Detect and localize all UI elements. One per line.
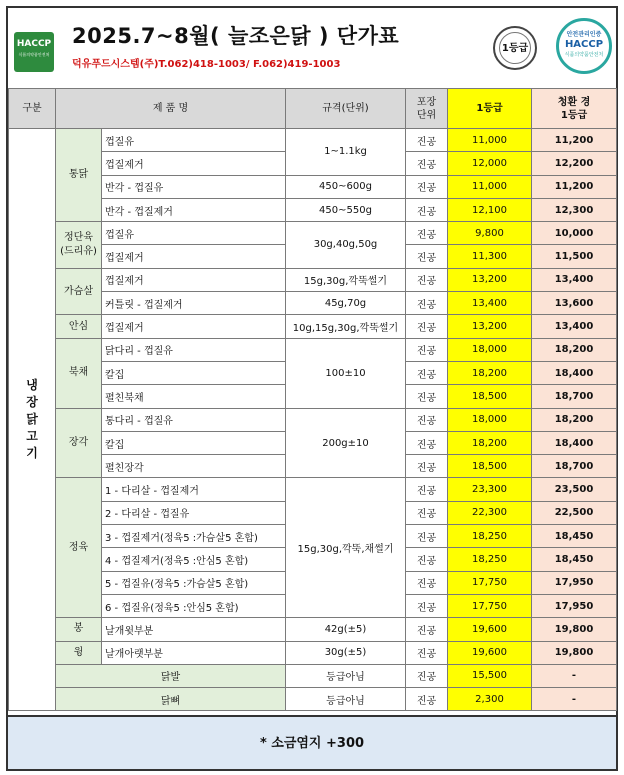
- table-row: [9, 338, 617, 361]
- package-unit: 진공: [406, 268, 448, 291]
- grade1-price: 18,250: [448, 525, 532, 548]
- package-unit: 진공: [406, 501, 448, 524]
- company-contact: 덕유푸드시스템(주)T.062)418-1003/ F.062)419-1003: [72, 59, 341, 70]
- grade1-price: 11,000: [448, 129, 532, 152]
- grade1-price: 17,750: [448, 594, 532, 617]
- package-unit: 진공: [406, 478, 448, 501]
- haccp-right-main: HACCP: [564, 39, 604, 50]
- grade1-price: 12,100: [448, 198, 532, 221]
- product-name: 칼집: [102, 361, 286, 384]
- table-row: [9, 268, 617, 291]
- category-label: 가슴살: [56, 268, 102, 315]
- eco-grade1-price: 18,400: [532, 431, 617, 454]
- package-unit: 진공: [406, 641, 448, 664]
- package-unit: 진공: [406, 315, 448, 338]
- package-unit: 진공: [406, 571, 448, 594]
- package-unit: 진공: [406, 618, 448, 641]
- grade-badge-label: 1등급: [499, 32, 531, 64]
- package-unit: 진공: [406, 152, 448, 175]
- eco-grade1-price: 18,700: [532, 385, 617, 408]
- grade1-price: 18,000: [448, 408, 532, 431]
- product-name: 껍질유: [102, 222, 286, 245]
- haccp-logo-left: [14, 32, 54, 72]
- category-label: 정단육 (드리유): [56, 222, 102, 269]
- package-unit: 진공: [406, 338, 448, 361]
- grade1-price: 13,200: [448, 268, 532, 291]
- table-row: [9, 408, 617, 431]
- spec-value: 15g,30g,깍뚝썰기: [286, 268, 406, 291]
- grade1-price: 18,500: [448, 455, 532, 478]
- product-name: 2 - 다리살 - 껍질유: [102, 501, 286, 524]
- grade1-price: 2,300: [448, 688, 532, 711]
- grade1-price: 17,750: [448, 571, 532, 594]
- col-category: 구분: [9, 89, 56, 129]
- product-name: 펼친장각: [102, 455, 286, 478]
- category-label: 북채: [56, 338, 102, 408]
- category-label: 정육: [56, 478, 102, 618]
- product-name: 껍질제거: [102, 268, 286, 291]
- eco-grade1-price: 11,200: [532, 129, 617, 152]
- grade1-price: 19,600: [448, 641, 532, 664]
- package-unit: 진공: [406, 594, 448, 617]
- header: [8, 8, 616, 88]
- eco-grade1-price: 17,950: [532, 594, 617, 617]
- package-unit: 진공: [406, 385, 448, 408]
- package-unit: 진공: [406, 408, 448, 431]
- table-row: [9, 129, 617, 152]
- eco-grade1-price: 18,700: [532, 455, 617, 478]
- package-unit: 진공: [406, 664, 448, 687]
- table-row: [9, 478, 617, 501]
- package-unit: 진공: [406, 175, 448, 198]
- grade1-price: 18,200: [448, 361, 532, 384]
- col-grade-eco: [532, 89, 617, 129]
- package-unit: 진공: [406, 222, 448, 245]
- eco-grade1-price: 13,400: [532, 315, 617, 338]
- haccp-right-sub: 식품의약품안전처: [564, 52, 604, 58]
- haccp-left-sub: 식품의약품안전처: [18, 52, 50, 57]
- table-row: [9, 222, 617, 245]
- grade1-price: 9,800: [448, 222, 532, 245]
- spec-value: 15g,30g,깍뚝,채썰기: [286, 478, 406, 618]
- category-label: 윙: [56, 641, 102, 664]
- eco-grade1-price: 13,400: [532, 268, 617, 291]
- product-name: 껍질제거: [102, 152, 286, 175]
- grade1-price: 13,400: [448, 292, 532, 315]
- col-grade1: 1등급: [448, 89, 532, 129]
- footer-note: * 소금염지 +300: [8, 715, 616, 769]
- grade1-price: 19,600: [448, 618, 532, 641]
- eco-grade1-price: 18,400: [532, 361, 617, 384]
- spec-value: 30g,40g,50g: [286, 222, 406, 269]
- product-name: 커틀릿 - 껍질제거: [102, 292, 286, 315]
- col-package: [406, 89, 448, 129]
- spec-value: 45g,70g: [286, 292, 406, 315]
- spec-value: 30g(±5): [286, 641, 406, 664]
- product-name: 펼친북채: [102, 385, 286, 408]
- spec-value: 450~600g: [286, 175, 406, 198]
- package-unit: 진공: [406, 525, 448, 548]
- grade1-price: 18,250: [448, 548, 532, 571]
- package-unit: 진공: [406, 361, 448, 384]
- table-header-row: [9, 89, 617, 129]
- package-unit: 진공: [406, 198, 448, 221]
- category-label: 장각: [56, 408, 102, 478]
- spec-value: 100±10: [286, 338, 406, 408]
- product-name: 닭뼈: [56, 688, 286, 711]
- package-unit: 진공: [406, 548, 448, 571]
- grade1-price: 18,500: [448, 385, 532, 408]
- product-name: 통다리 - 껍질유: [102, 408, 286, 431]
- product-name: 반각 - 껍질유: [102, 175, 286, 198]
- spec-value: 1~1.1kg: [286, 129, 406, 176]
- product-name: 껍질제거: [102, 315, 286, 338]
- category-label: 안심: [56, 315, 102, 338]
- package-unit: 진공: [406, 292, 448, 315]
- haccp-seal-right: [556, 18, 612, 74]
- grade1-price: 12,000: [448, 152, 532, 175]
- spec-value: 450~550g: [286, 198, 406, 221]
- eco-grade1-price: 17,950: [532, 571, 617, 594]
- grade1-price: 15,500: [448, 664, 532, 687]
- eco-grade1-price: 12,300: [532, 198, 617, 221]
- table-row: [9, 315, 617, 338]
- grade1-price: 18,200: [448, 431, 532, 454]
- product-name: 3 - 껍질제거(정육5 :가슴살5 혼합): [102, 525, 286, 548]
- product-name: 닭발: [56, 664, 286, 687]
- product-name: 닭다리 - 껍질유: [102, 338, 286, 361]
- col-eco-line2: 1등급: [560, 109, 588, 121]
- eco-grade1-price: 13,600: [532, 292, 617, 315]
- package-unit: 진공: [406, 431, 448, 454]
- product-name: 날개윗부분: [102, 618, 286, 641]
- eco-grade1-price: 11,200: [532, 175, 617, 198]
- eco-grade1-price: 22,500: [532, 501, 617, 524]
- eco-grade1-price: 18,450: [532, 525, 617, 548]
- product-name: 반각 - 껍질제거: [102, 198, 286, 221]
- price-table-body: [9, 129, 617, 711]
- grade1-price: 11,000: [448, 175, 532, 198]
- grade1-price: 23,300: [448, 478, 532, 501]
- col-package-line2: 단위: [416, 109, 437, 121]
- package-unit: 진공: [406, 688, 448, 711]
- spec-value: 등급아님: [286, 688, 406, 711]
- eco-grade1-price: 10,000: [532, 222, 617, 245]
- product-name: 날개아랫부분: [102, 641, 286, 664]
- price-table: [8, 88, 617, 711]
- product-name: 칼집: [102, 431, 286, 454]
- product-name: 껍질유: [102, 129, 286, 152]
- grade1-price: 18,000: [448, 338, 532, 361]
- price-sheet: [6, 6, 618, 771]
- spec-value: 200g±10: [286, 408, 406, 478]
- package-unit: 진공: [406, 455, 448, 478]
- eco-grade1-price: 11,500: [532, 245, 617, 268]
- grade-badge-icon: [493, 26, 537, 70]
- spec-value: 등급아님: [286, 664, 406, 687]
- package-unit: 진공: [406, 129, 448, 152]
- product-name: 껍질제거: [102, 245, 286, 268]
- product-name: 6 - 껍질유(정육5 :안심5 혼합): [102, 594, 286, 617]
- page-title: 2025.7~8월( 늘조은닭 ) 단가표: [72, 24, 400, 48]
- eco-grade1-price: 12,200: [532, 152, 617, 175]
- haccp-left-label: HACCP: [16, 39, 52, 49]
- spec-value: 42g(±5): [286, 618, 406, 641]
- section-label: 냉 장 닭 고 기: [9, 129, 56, 711]
- eco-grade1-price: 23,500: [532, 478, 617, 501]
- grade1-price: 22,300: [448, 501, 532, 524]
- eco-grade1-price: 18,450: [532, 548, 617, 571]
- eco-grade1-price: 19,800: [532, 618, 617, 641]
- table-row: [9, 688, 617, 711]
- eco-grade1-price: -: [532, 688, 617, 711]
- col-package-line1: 포장: [416, 96, 437, 108]
- haccp-right-top: 안전관리인증: [566, 31, 602, 38]
- table-row: [9, 664, 617, 687]
- category-label: 통닭: [56, 129, 102, 222]
- category-label: 봉: [56, 618, 102, 641]
- product-name: 4 - 껍질제거(정육5 :안심5 혼합): [102, 548, 286, 571]
- eco-grade1-price: 18,200: [532, 338, 617, 361]
- col-eco-line1: 청환 경: [557, 96, 591, 108]
- eco-grade1-price: -: [532, 664, 617, 687]
- col-product: 제 품 명: [56, 89, 286, 129]
- package-unit: 진공: [406, 245, 448, 268]
- eco-grade1-price: 18,200: [532, 408, 617, 431]
- table-row: [9, 641, 617, 664]
- product-name: 5 - 껍질유(정육5 :가슴살5 혼합): [102, 571, 286, 594]
- table-row: [9, 618, 617, 641]
- eco-grade1-price: 19,800: [532, 641, 617, 664]
- grade1-price: 13,200: [448, 315, 532, 338]
- grade1-price: 11,300: [448, 245, 532, 268]
- spec-value: 10g,15g,30g,깍뚝썰기: [286, 315, 406, 338]
- product-name: 1 - 다리살 - 껍질제거: [102, 478, 286, 501]
- col-spec: 규격(단위): [286, 89, 406, 129]
